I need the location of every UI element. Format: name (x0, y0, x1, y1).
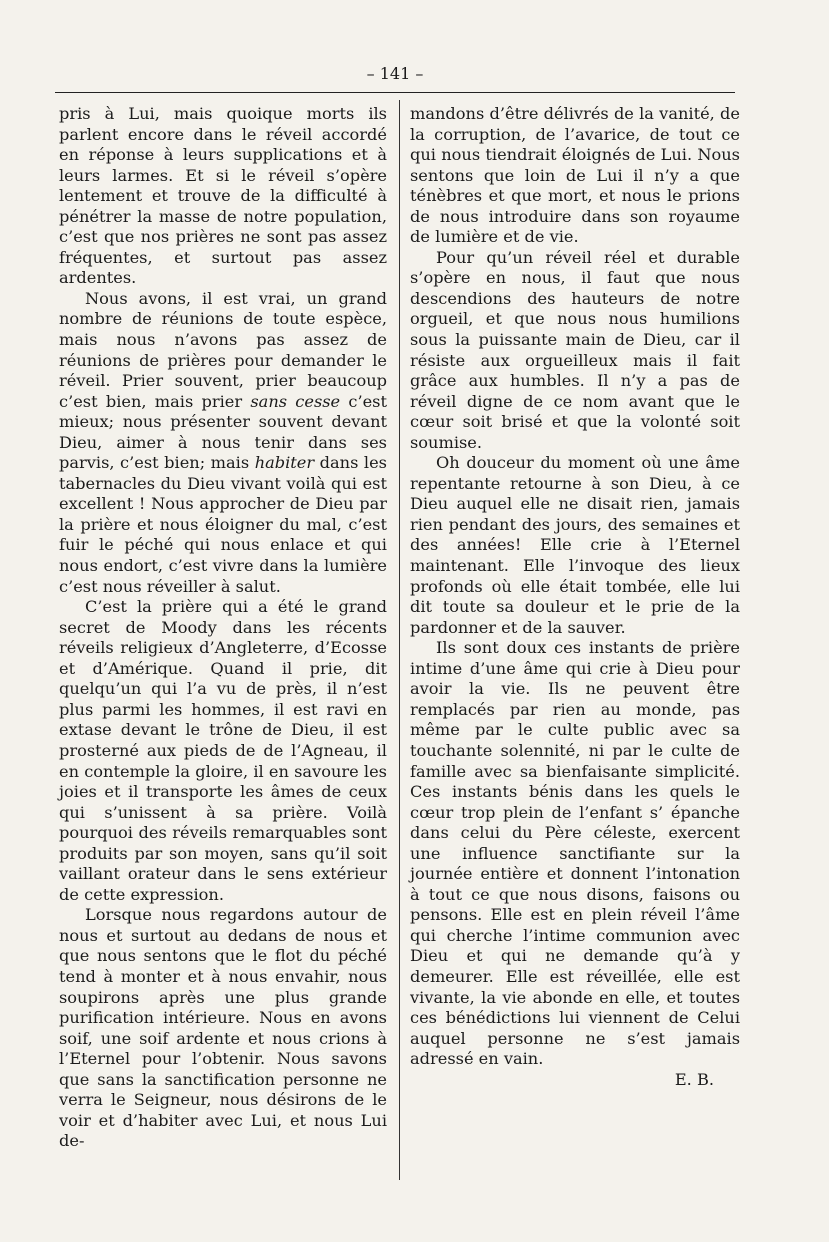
column-divider (399, 100, 400, 1180)
paragraph (410, 453, 740, 638)
text-run: Lorsque nous regardons autour de nous et surtout au dedans de nous et que nous sentons que le flot du péché tend à monter et à nous envahir, nous soupirons après une plus grande purification intérieure. Nous en avons soif, une soif ardente et nous crions à l’Eternel pour l’obtenir. Nous savons que sans la sanctification personne ne verra le Seigneur, nous désirons de le voir et d’habiter avec Lui, et nous Lui de- (59, 905, 387, 1151)
text-run: pris à Lui, mais quoique morts ils parlent encore dans le réveil accordé en réponse à leurs supplications et à leurs larmes. Et si le réveil s’opère lentement et trouve de la difficulté à pénétrer la masse de notre population, c’est que nos prières ne sont pas assez fréquentes, et surtout pas assez ardentes. (59, 104, 387, 288)
paragraph (59, 905, 387, 1152)
text-run: dans les tabernacles du Dieu vivant voilà qui est excellent ! Nous approcher de Dieu par la prière et nous éloigner du mal, c’est fuir le péché qui nous enlace et qui nous endort, c’est vivre dans la lumière c’est nous réveiller à salut. (59, 453, 387, 596)
paragraph (410, 638, 740, 1069)
header-rule (55, 92, 735, 93)
text-run: Pour qu’un réveil réel et durable s’opère en nous, il faut que nous descendions des hauteurs de notre orgueil, et que nous nous humilions sous la puissante main de Dieu, car il résiste aux orgueilleux mais il fait grâce aux humbles. Il n’y a pas de réveil digne de ce nom avant que le cœur soit brisé et que la volonté soit soumise. (410, 247, 740, 452)
paragraph (410, 248, 740, 453)
signature: E. B. (674, 1069, 714, 1089)
page-number: – 141 – (366, 64, 424, 83)
left-column (59, 104, 387, 1152)
paragraph (59, 289, 387, 597)
paragraph (410, 104, 740, 248)
text-run: c’est mieux; nous présenter souvent devant Dieu, aimer à nous tenir dans ses parvis, c’est bien; mais (59, 391, 387, 473)
text-run: Ils sont doux ces instants de prière intime d’une âme qui crie à Dieu pour avoir la vie. Ils ne peuvent être remplacés par rien au monde, pas même par le culte public avec sa touchante solennité, ni par le culte de famille avec sa bienfaisante simplicité. Ces instants bénis dans les quels le cœur trop plein de l’enfant s’ épanche dans celui du Père céleste, exercent une influence sanctifiante sur la journée entière et donnent l’intonation à tout ce que nous disons, faisons ou pensons. Elle est en plein réveil l’âme qui cherche l’intime communion avec Dieu et qui ne demande qu’à y demeurer. Elle est réveillée, elle est vivante, la vie abonde en elle, et toutes ces bénédictions lui viennent de Celui auquel personne ne s’est jamais adressé en vain. (410, 638, 740, 1069)
text-run: C’est la prière qui a été le grand secret de Moody dans les récents réveils religieux d’Angleterre, d’Ecosse et d’Amérique. Quand il prie, dit quelqu’un qui l’a vu de près, il n’est plus parmi les hommes, il est ravi en extase devant le trône de Dieu, il est prosterné aux pieds de de l’Agneau, il en contemple la gloire, il en savoure les joies et il transporte les âmes de ceux qui s’unissent à sa prière. Voilà pourquoi des réveils remarquables sont produits par son moyen, sans qu’il soit vaillant orateur dans le sens extérieur de cette expression. (59, 597, 387, 904)
emphasis-text: sans cesse (250, 391, 341, 411)
right-column (410, 104, 740, 1090)
paragraph (59, 104, 387, 289)
paragraph (59, 597, 387, 905)
emphasis-text: habiter (254, 453, 315, 473)
text-run: Nous avons, il est vrai, un grand nombre de réunions de toute espèce, mais nous n’avons pas assez de réunions de prières pour demander le réveil. Prier souvent, prier beaucoup c’est bien, mais prier (59, 288, 387, 411)
text-run: mandons d’être délivrés de la vanité, de la corruption, de l’avarice, de tout ce qui nous tiendrait éloignés de Lui. Nous sentons que loin de Lui il n’y a que ténèbres et que mort, et nous le prions de nous introduire dans son royaume de lumière et de vie. (410, 104, 740, 247)
text-run: Oh douceur du moment où une âme repentante retourne à son Dieu, à ce Dieu auquel elle ne disait rien, jamais rien pendant des jours, des semaines et des années! Elle crie à l’Eternel maintenant. Elle l’invoque des lieux profonds où elle était tombée, elle lui dit toute sa douleur et le prie de la pardonner et de la sauver. (410, 453, 740, 637)
